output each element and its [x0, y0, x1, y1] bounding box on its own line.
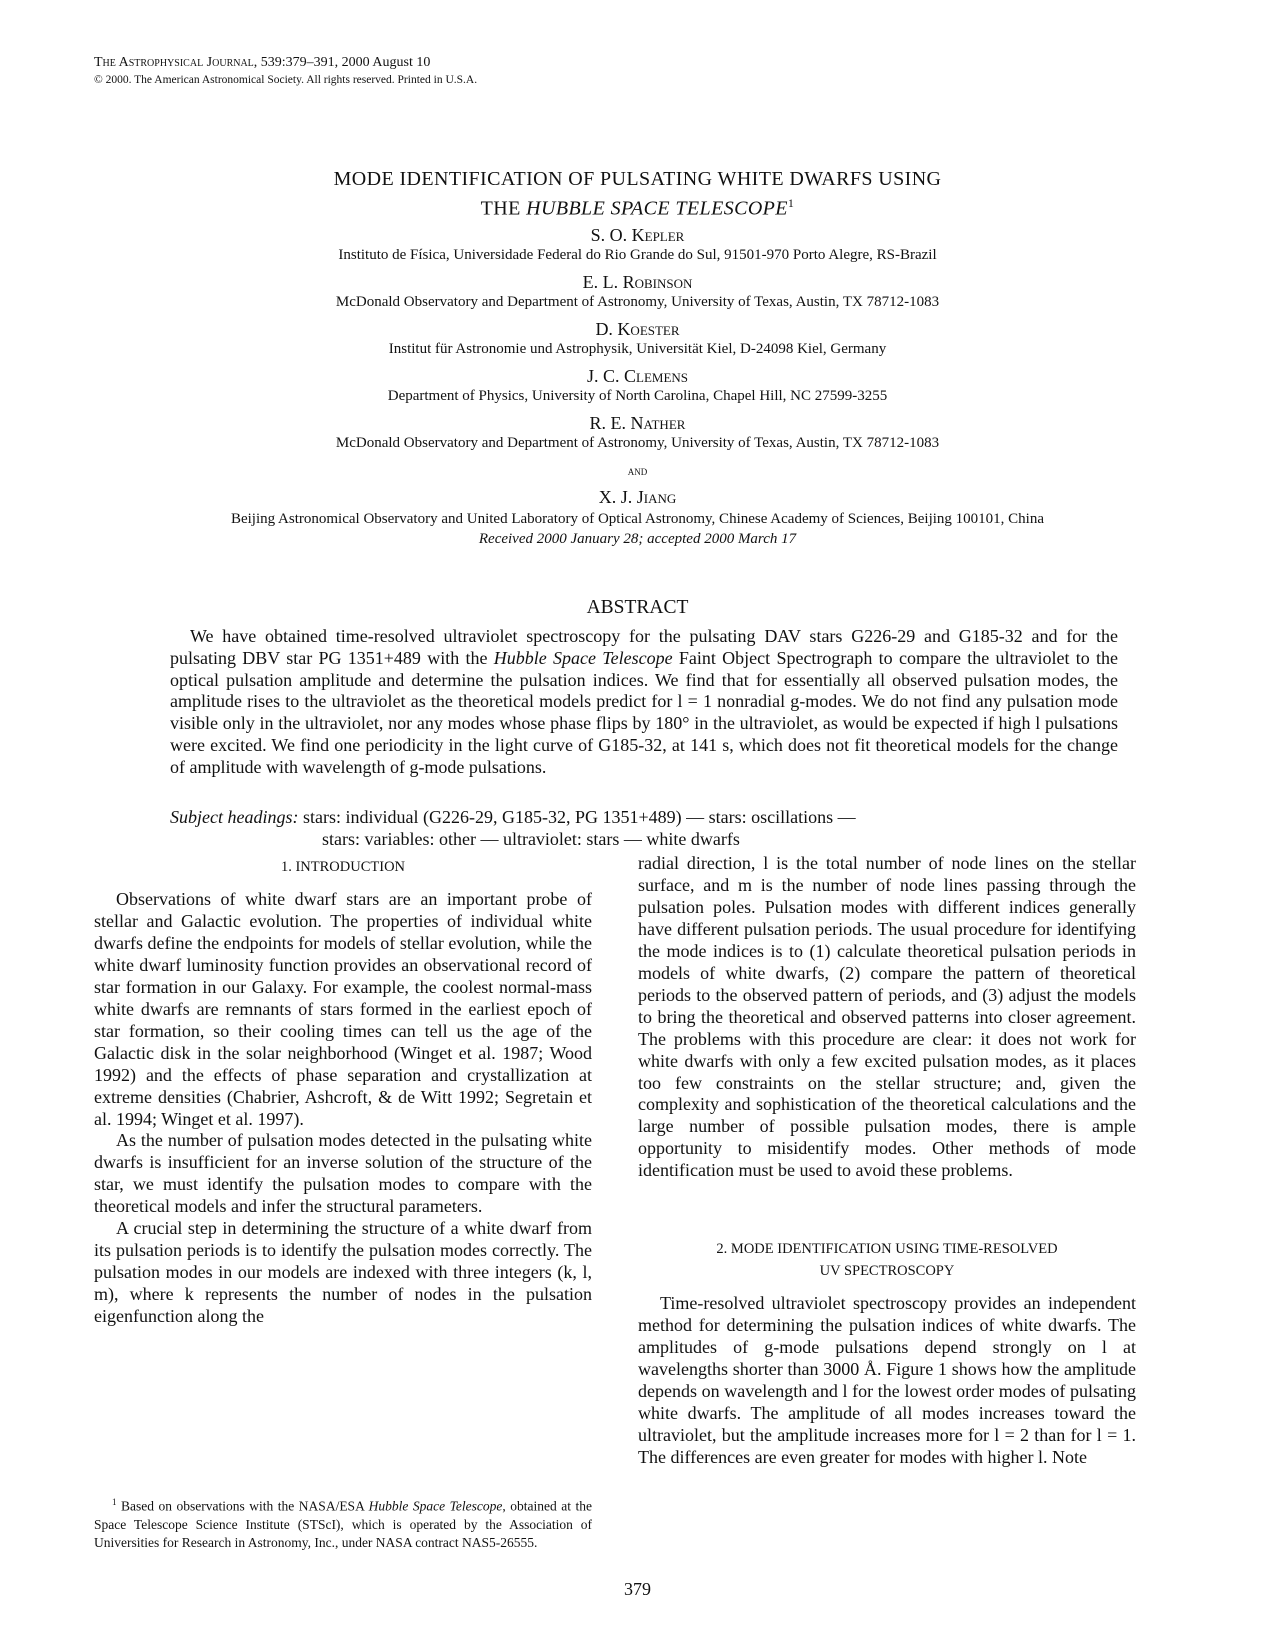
page-number: 379	[624, 1579, 651, 1599]
paragraph: radial direction, l is the total number of node lines on the stellar surface, and m is the number of node lines passing through the pulsation poles. Pulsation modes with different indices generally have different pulsation periods. The usual procedure for identifying the mode indices is to (1) calculate theoretical pulsation periods in models of white dwarfs, (2) compare the pattern of theoretical periods to the observed pattern of periods, and (3) adjust the models to bring the theoretical and observed patterns into closer agreement. The problems with this procedure are clear: it does not work for white dwarfs with only a few excited pulsation modes, as it places too few constraints on the stellar structure; and, given the complexity and sophistication of the theoretical calculations and the large number of possible pulsation modes, there is ample opportunity to misidentify modes. Other methods of mode identification must be used to avoid these problems.	[638, 853, 1136, 1181]
section-1-heading: 1. INTRODUCTION	[280, 859, 406, 875]
footnote: $^1$ Based on observations with the NASA/ESA Hubble Space Telescope, obtained at the Space Telescope Science Institute (STScI), which is operated by the Association of Universities for Research in Astronomy, Inc., under NASA contract NAS5-26555.	[94, 1497, 592, 1550]
author-affiliation: McDonald Observatory and Department of Astronomy, University of Texas, Austin, TX 78712-1083	[335, 435, 940, 451]
title-footnote-mark: 1	[787, 196, 795, 210]
author-name: D. Koester	[595, 319, 680, 339]
author-name: E. L. Robinson	[582, 272, 693, 292]
received-dates: Received 2000 January 28; accepted 2000 March 17	[478, 531, 797, 547]
right-column	[638, 853, 1136, 1182]
paper-title	[0, 167, 1275, 221]
title-line-2: THE HUBBLE SPACE TELESCOPE$^1$	[480, 196, 795, 220]
journal-volume-pages: , 539:379–391, 2000 August 10	[253, 55, 431, 70]
subject-headings	[170, 806, 1130, 850]
author-name: X. J. Jiang	[598, 487, 677, 507]
author-name: R. E. Nather	[589, 413, 686, 433]
title-italic: HUBBLE SPACE TELESCOPE	[526, 197, 788, 220]
paragraph: Time-resolved ultraviolet spectroscopy provides an independent method for determining the pulsation indices of white dwarfs. The amplitudes of g-mode pulsations depend strongly on l at wavelengths shorter than 3000 Å. Figure 1 shows how the amplitude depends on wavelength and l for the lowest order modes of pulsating white dwarfs. The amplitude of all modes increases toward the ultraviolet, but the amplitude increases more for l = 2 than for l = 1. The differences are even greater for modes with higher l. Note	[638, 1293, 1136, 1467]
right-column-section-2	[638, 1293, 1136, 1469]
author-name: S. O. Kepler	[590, 225, 685, 245]
section-2-heading: 2. MODE IDENTIFICATION USING TIME-RESOLVED UV SPECTROSCOPY	[716, 1241, 1058, 1279]
journal-citation	[94, 54, 430, 71]
left-column	[94, 889, 592, 1328]
abstract-text: We have obtained time-resolved ultraviolet spectroscopy for the pulsating DAV stars G226-29 and G185-32 and for the pulsating DBV star PG 1351+489 with the Hubble Space Telescope Faint Object Spectrograph to compare the ultraviolet to the optical pulsation amplitude and determine the pulsation indices. We find that for essentially all observed pulsation modes, the amplitude rises to the ultraviolet as the theoretical models predict for l = 1 nonradial g-modes. We do not find any pulsation mode visible only in the ultraviolet, nor any modes whose phase flips by 180° in the ultraviolet, as would be expected if high l pulsations were excited. We find one periodicity in the light curve of G185-32, at 141 s, which does not fit theoretical models for the change of amplitude with wavelength of g-mode pulsations.	[170, 626, 1118, 777]
title-line-1: MODE IDENTIFICATION OF PULSATING WHITE DWARFS USING	[333, 168, 942, 190]
author-name: J. C. Clemens	[586, 366, 689, 386]
subject-line-1: stars: individual (G226-29, G185-32, PG 1351+489) — stars: oscillations —	[298, 807, 856, 827]
journal-name: The Astrophysical Journal	[94, 55, 254, 70]
paragraph: As the number of pulsation modes detected in the pulsating white dwarfs is insufficient for an inverse solution of the structure of the star, we must identify the pulsation modes to compare with the theoretical models and infer the structural parameters.	[94, 1130, 592, 1217]
subject-label: Subject headings:	[170, 807, 299, 827]
author-affiliation: Beijing Astronomical Observatory and United Laboratory of Optical Astronomy, Chinese Academy of Sciences, Beijing 100101, China	[230, 511, 1045, 527]
author-affiliation: Department of Physics, University of North Carolina, Chapel Hill, NC 27599-3255	[387, 388, 888, 404]
footnote-mark: 1	[112, 1497, 117, 1507]
author-affiliation: McDonald Observatory and Department of Astronomy, University of Texas, Austin, TX 78712-1083	[335, 294, 940, 310]
abstract-heading: ABSTRACT	[586, 597, 689, 618]
paragraph: A crucial step in determining the structure of a white dwarf from its pulsation periods is to identify the pulsation modes correctly. The pulsation modes in our models are indexed with three integers (k, l, m), where k represents the number of nodes in the pulsation eigenfunction along the	[94, 1218, 592, 1327]
and-separator: and	[627, 463, 648, 478]
author-affiliation: Instituto de Física, Universidade Federal do Rio Grande do Sul, 91501-970 Porto Alegre, RS-Brazil	[338, 247, 937, 263]
paragraph: Observations of white dwarf stars are an important probe of stellar and Galactic evolution. The properties of individual white dwarfs define the endpoints for models of stellar evolution, while the white dwarf luminosity function provides an observational record of star formation in our Galaxy. For example, the coolest normal-mass white dwarfs are remnants of stars formed in the earliest epoch of star formation, so their cooling times can tell us the age of the Galactic disk in the solar neighborhood (Winget et al. 1987; Wood 1992) and the effects of phase separation and crystallization at extreme densities (Chabrier, Ashcroft, & de Witt 1992; Segretain et al. 1994; Winget et al. 1997).	[94, 889, 592, 1129]
author-affiliation: Institut für Astronomie und Astrophysik, Universität Kiel, D-24098 Kiel, Germany	[388, 341, 887, 357]
subject-line-2: stars: variables: other — ultraviolet: stars — white dwarfs	[322, 829, 740, 849]
copyright-line: © 2000. The American Astronomical Society. All rights reserved. Printed in U.S.A.	[94, 74, 478, 86]
